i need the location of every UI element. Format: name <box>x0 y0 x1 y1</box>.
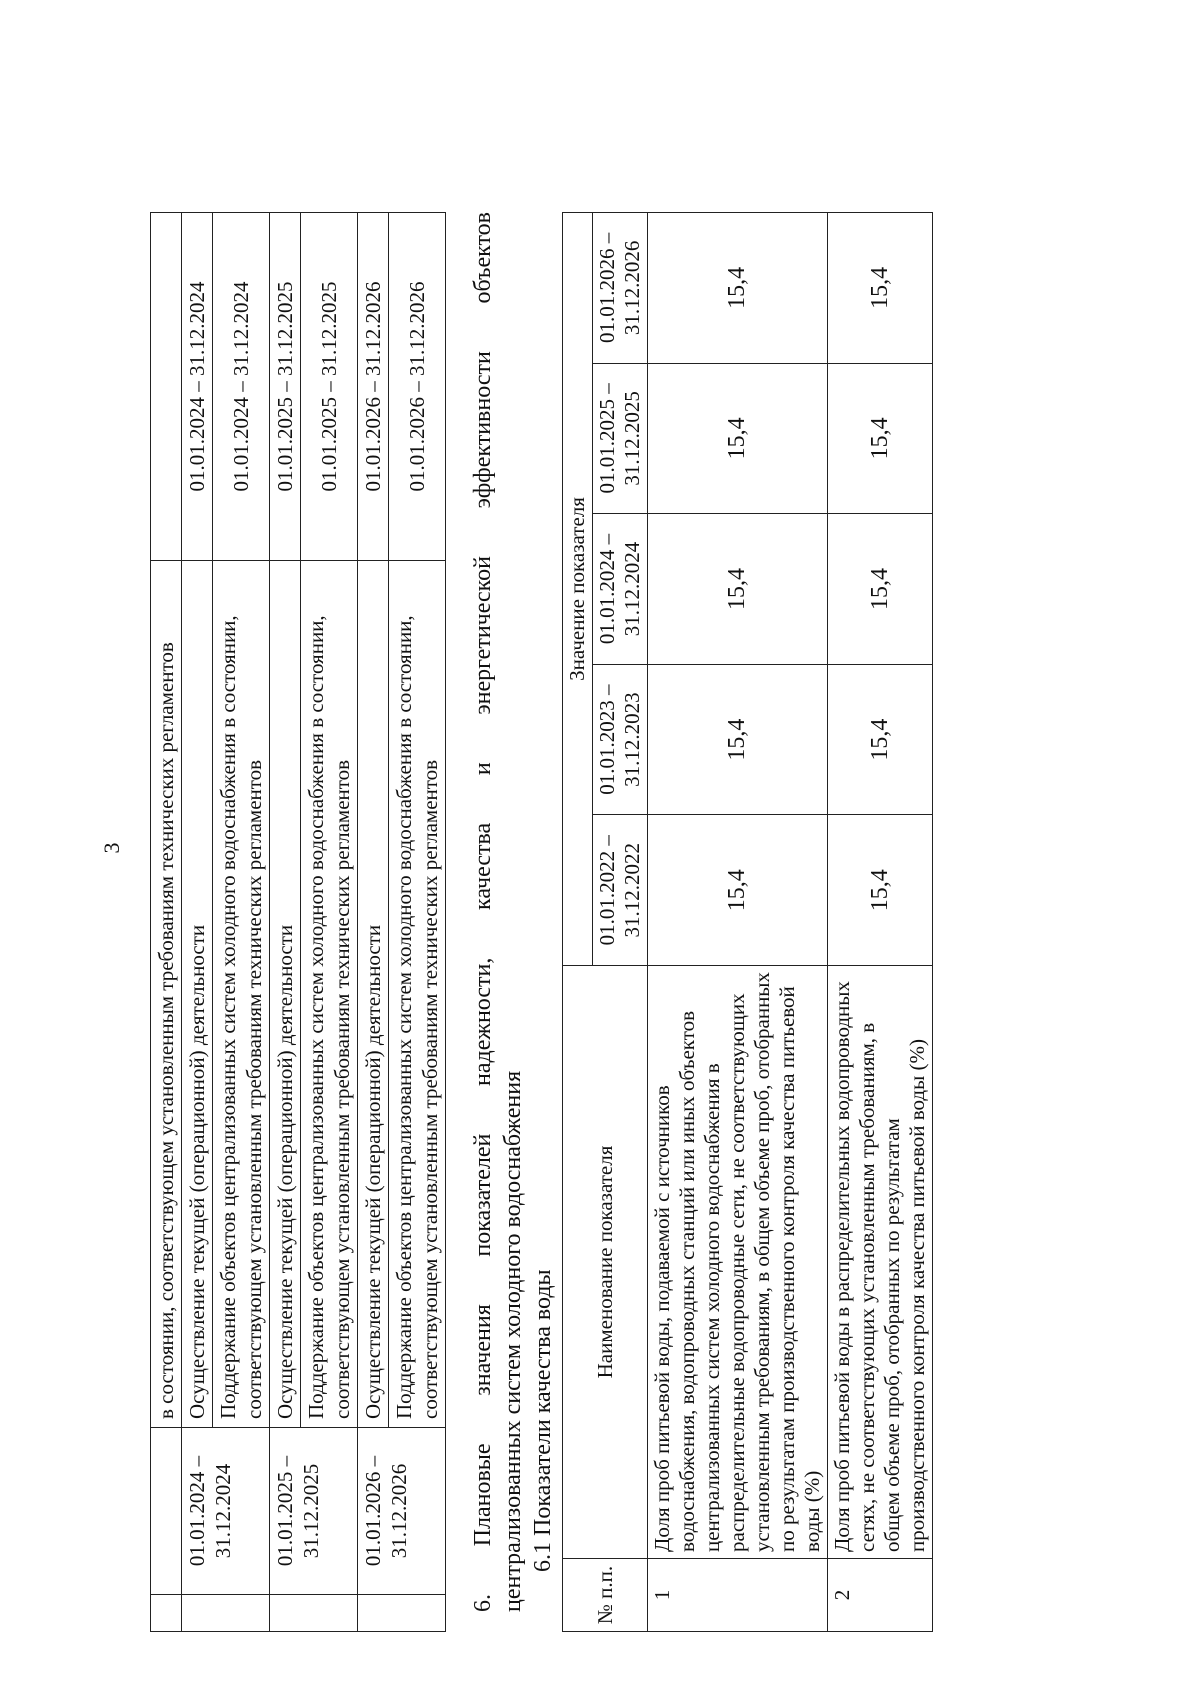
table-row <box>151 213 182 1632</box>
rotated-page-content <box>150 72 1200 1632</box>
action-cell: Поддержание объектов централизованных систем холодного водоснабжения в состоянии, соответствующем установленным требованиям технических регламентов <box>301 561 358 1428</box>
indicator-value: 15,4 <box>648 514 828 665</box>
table-row <box>389 213 446 1632</box>
action-cell: Поддержание объектов централизованных систем холодного водоснабжения в состоянии, соответствующем установленным требованиям технических регламентов <box>213 561 270 1428</box>
range-cell: 01.01.2026 – 31.12.2026 <box>358 213 389 561</box>
indicator-value: 15,4 <box>828 363 933 514</box>
header-indicator-value: Значение показателя <box>563 213 593 966</box>
range-cell: 01.01.2024 – 31.12.2024 <box>182 213 213 561</box>
action-cell: в состоянии, соответствующем установленным требованиям технических регламентов <box>151 561 182 1428</box>
header-period: 01.01.2023 – 31.12.2023 <box>593 664 648 815</box>
section-title-line1: 6. Плановые значения показателей надежности, качества и энергетической эффективности объектов <box>470 212 496 1612</box>
table-row <box>270 213 301 1632</box>
header-indicator-name: Наименование показателя <box>563 966 648 1559</box>
table-cell <box>270 1595 358 1632</box>
indicator-value: 15,4 <box>648 213 828 364</box>
schedule-table <box>150 212 446 1632</box>
section-title-line2: централизованных систем холодного водоснабжения <box>500 1070 526 1612</box>
range-cell: 01.01.2025 – 31.12.2025 <box>301 213 358 561</box>
period-cell: 01.01.2024 – 31.12.2024 <box>182 1428 270 1595</box>
header-period: 01.01.2022 – 31.12.2022 <box>593 815 648 966</box>
action-cell: Осуществление текущей (операционной) деятельности <box>358 561 389 1428</box>
indicator-value: 15,4 <box>648 664 828 815</box>
period-cell: 01.01.2026 – 31.12.2026 <box>358 1428 446 1595</box>
table-row <box>213 213 270 1632</box>
indicator-value: 15,4 <box>828 514 933 665</box>
header-period: 01.01.2024 – 31.12.2024 <box>593 514 648 665</box>
action-cell: Осуществление текущей (операционной) деятельности <box>182 561 213 1428</box>
quality-indicators-table <box>562 212 933 1632</box>
header-number: № п.п. <box>563 1559 648 1632</box>
table-row <box>182 213 213 1632</box>
table-cell <box>182 1595 270 1632</box>
indicator-value: 15,4 <box>648 363 828 514</box>
indicator-name: Доля проб питьевой воды в распределительных водопроводных сетях, не соответствующих установленным требованиям, в общем объеме проб, отобранных по результатам производственного контроля качества питьевой воды (%) <box>828 966 933 1559</box>
table-row <box>828 213 933 1632</box>
section-heading <box>468 212 558 1612</box>
indicator-name: Доля проб питьевой воды, подаваемой с источников водоснабжения, водопроводных станций или иных объектов централизованных систем холодного водоснабжения в распределительные водопроводные сети, не соответствующих установленным требованиям, в общем объеме проб, отобранных по результатам производственного контроля качества питьевой воды (%) <box>648 966 828 1559</box>
header-period: 01.01.2026 – 31.12.2026 <box>593 213 648 364</box>
table-cell <box>358 1595 446 1632</box>
table-header-row <box>563 213 593 1632</box>
indicator-value: 15,4 <box>828 815 933 966</box>
header-period: 01.01.2025 – 31.12.2025 <box>593 363 648 514</box>
period-cell: 01.01.2025 – 31.12.2025 <box>270 1428 358 1595</box>
section-subtitle: 6.1 Показатели качества воды <box>530 1269 556 1572</box>
action-cell: Поддержание объектов централизованных систем холодного водоснабжения в состоянии, соответствующем установленным требованиям технических регламентов <box>389 561 446 1428</box>
table-row <box>301 213 358 1632</box>
action-cell: Осуществление текущей (операционной) деятельности <box>270 561 301 1428</box>
range-cell: 01.01.2025 – 31.12.2025 <box>270 213 301 561</box>
row-number: 2 <box>828 1559 933 1632</box>
range-cell <box>151 213 182 561</box>
period-cell <box>151 1428 182 1595</box>
table-row <box>648 213 828 1632</box>
indicator-value: 15,4 <box>828 664 933 815</box>
table-cell <box>151 1595 182 1632</box>
indicator-value: 15,4 <box>828 213 933 364</box>
range-cell: 01.01.2024 – 31.12.2024 <box>213 213 270 561</box>
table-row <box>358 213 389 1632</box>
page-number: 3 <box>99 842 124 854</box>
row-number: 1 <box>648 1559 828 1632</box>
indicator-value: 15,4 <box>648 815 828 966</box>
range-cell: 01.01.2026 – 31.12.2026 <box>389 213 446 561</box>
